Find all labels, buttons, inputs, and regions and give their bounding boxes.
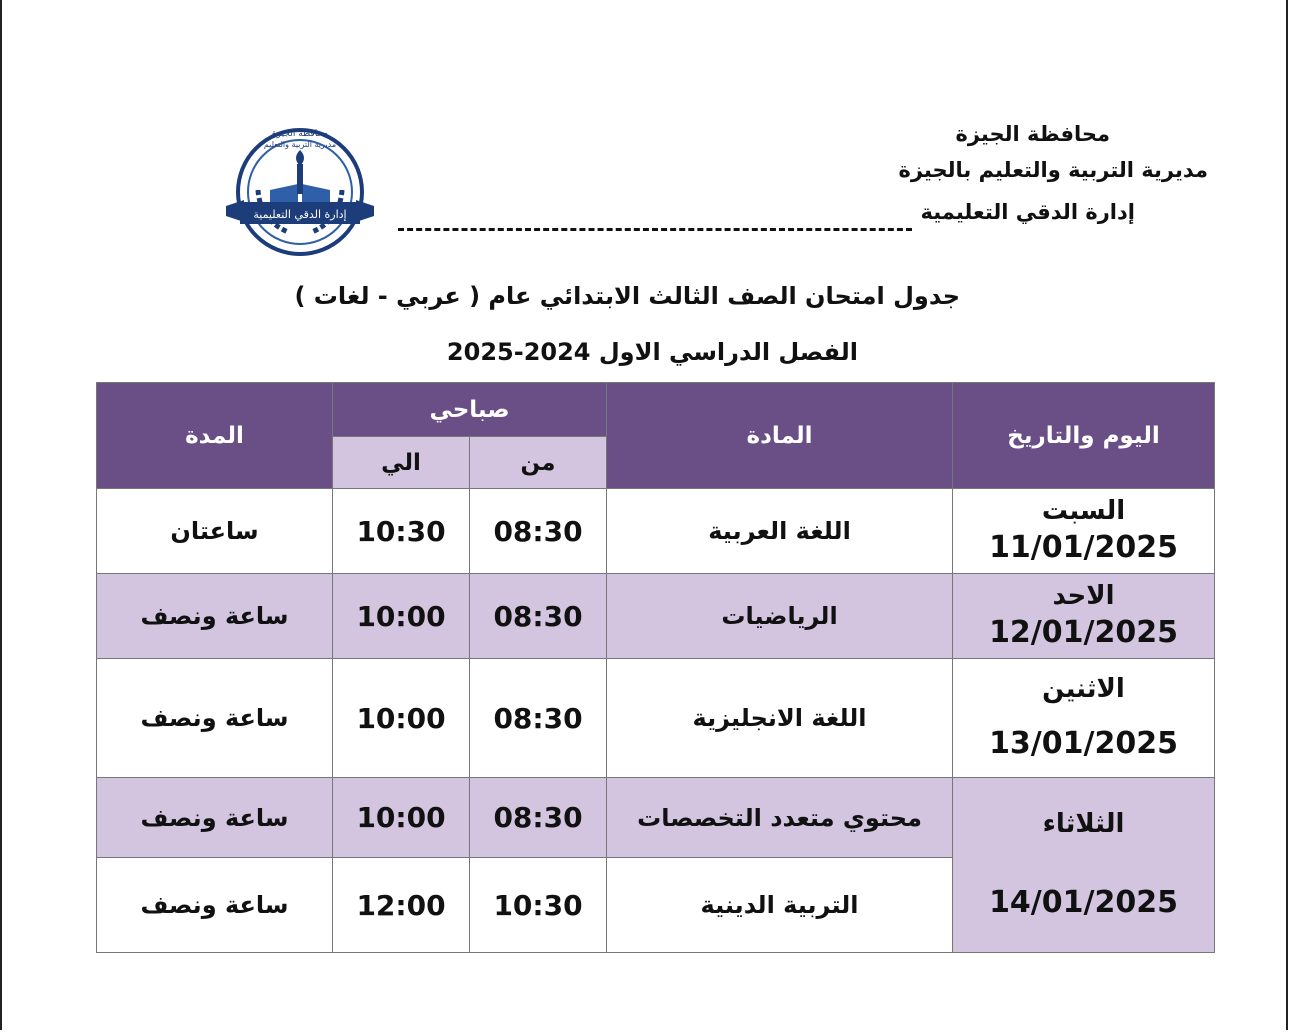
day-name: الثلاثاء — [1042, 808, 1125, 839]
to-time-cell: 10:30 — [333, 489, 470, 574]
day-date-cell — [953, 778, 1215, 953]
exam-date: 12/01/2025 — [989, 615, 1178, 651]
administration-name: إدارة الدقي التعليمية — [920, 200, 1135, 224]
day-name: الاثنين — [1042, 673, 1125, 704]
from-time-cell: 10:30 — [470, 858, 607, 953]
from-time-cell: 08:30 — [470, 778, 607, 858]
day-name: السبت — [1041, 495, 1126, 526]
schedule-title: جدول امتحان الصف الثالث الابتدائي عام ( عربي - لغات ) — [294, 282, 960, 310]
duration-cell: ساعة ونصف — [97, 858, 333, 953]
logo-banner-text: إدارة الدقي التعليمية — [253, 208, 347, 221]
duration-cell: ساعة ونصف — [97, 659, 333, 778]
subject-cell: اللغة العربية — [607, 489, 953, 574]
subject-cell: اللغة الانجليزية — [607, 659, 953, 778]
header-subject: المادة — [607, 383, 953, 489]
subject-cell: الرياضيات — [607, 574, 953, 659]
from-time-cell: 08:30 — [470, 489, 607, 574]
table-row — [97, 659, 1215, 778]
signature-dashed-line — [398, 228, 912, 231]
day-date-cell — [953, 659, 1215, 778]
table-row — [97, 489, 1215, 574]
to-time-cell: 10:00 — [333, 778, 470, 858]
header-morning: صباحي — [333, 383, 607, 437]
from-time-cell: 08:30 — [470, 659, 607, 778]
from-time-cell: 08:30 — [470, 574, 607, 659]
exam-date: 11/01/2025 — [989, 530, 1178, 566]
logo-mid-text: مديرية التربية والتعليم — [263, 140, 337, 149]
header-to: الي — [333, 437, 470, 489]
header-duration: المدة — [97, 383, 333, 489]
day-name: الاحد — [1052, 580, 1115, 611]
exam-date: 14/01/2025 — [989, 885, 1178, 921]
to-time-cell: 12:00 — [333, 858, 470, 953]
to-time-cell: 10:00 — [333, 574, 470, 659]
logo-top-text: محافظة الجيزة — [271, 129, 329, 139]
header-day-date: اليوم والتاريخ — [953, 383, 1215, 489]
governorate-name: محافظة الجيزة — [955, 122, 1110, 146]
to-time-cell: 10:00 — [333, 659, 470, 778]
duration-cell: ساعتان — [97, 489, 333, 574]
exam-date: 13/01/2025 — [989, 726, 1178, 762]
directorate-name: مديرية التربية والتعليم بالجيزة — [898, 158, 1208, 182]
exam-schedule-table — [96, 382, 1215, 953]
subject-cell: محتوي متعدد التخصصات — [607, 778, 953, 858]
table-row — [97, 574, 1215, 659]
schedule-subtitle: الفصل الدراسي الاول 2024-2025 — [446, 338, 858, 366]
day-date-cell — [953, 574, 1215, 659]
day-date-cell — [953, 489, 1215, 574]
duration-cell: ساعة ونصف — [97, 574, 333, 659]
administration-logo — [218, 120, 382, 260]
header-from: من — [470, 437, 607, 489]
subject-cell: التربية الدينية — [607, 858, 953, 953]
duration-cell: ساعة ونصف — [97, 778, 333, 858]
table-row — [97, 778, 1215, 858]
